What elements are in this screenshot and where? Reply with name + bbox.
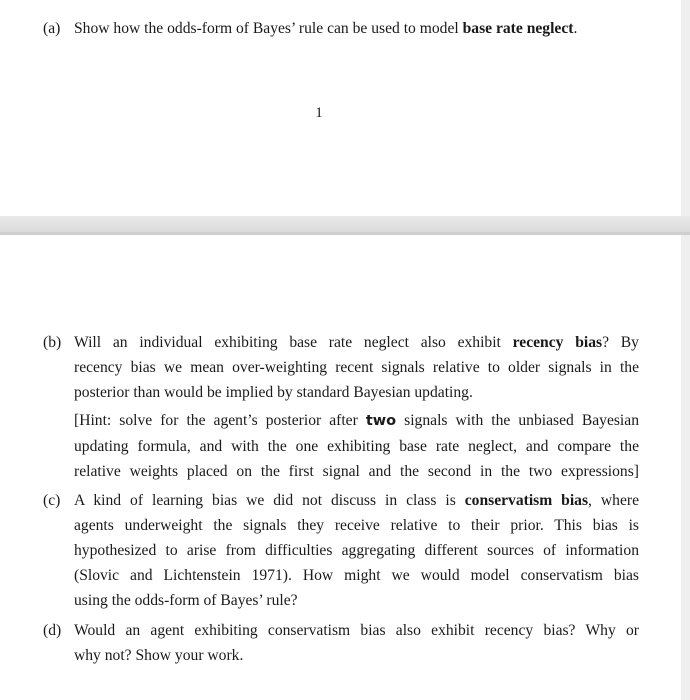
question-c-line-5: using the odds-form of Bayes’ rule? — [74, 592, 298, 609]
question-d-label: (d) — [43, 622, 62, 639]
two-signals-term: two — [365, 413, 397, 429]
hint-line-3: relative weights placed on the first signal and the second in the two expressions] — [74, 463, 639, 480]
question-c-line-1: A kind of learning bias we did not discuss in class is conservatism bias, where — [74, 492, 639, 509]
question-b-hint — [74, 408, 639, 484]
question-b-line-2: recency bias we mean over-weighting recent signals relative to older signals in the — [74, 359, 639, 376]
question-c — [43, 488, 639, 613]
question-c-line-4: (Slovic and Lichtenstein 1971). How might we would model conservatism bias — [74, 567, 639, 584]
base-rate-neglect-term: base rate neglect — [462, 20, 574, 37]
question-a-label: (a) — [43, 20, 61, 37]
scrollbar-track[interactable] — [681, 0, 690, 700]
page-break-edge — [0, 232, 690, 235]
question-d-line-1: Would an agent exhibiting conservatism bias also exhibit recency bias? Why or — [74, 622, 639, 639]
question-b-label: (b) — [43, 334, 62, 351]
hint-line-2: updating formula, and with the one exhibiting base rate neglect, and compare the — [74, 438, 639, 455]
question-c-line-2: agents underweight the signals they receive relative to their prior. This bias is — [74, 517, 639, 534]
question-b-line-3: posterior than would be implied by standard Bayesian updating. — [74, 384, 473, 401]
conservatism-bias-term: conservatism bias — [464, 492, 589, 509]
recency-bias-term: recency bias — [512, 334, 603, 351]
page-number: 1 — [315, 105, 323, 121]
question-a — [43, 16, 653, 41]
question-c-label: (c) — [43, 492, 61, 509]
question-d-line-2: why not? Show your work. — [74, 647, 244, 664]
question-b-line-1: Will an individual exhibiting base rate neglect also exhibit recency bias? By — [74, 334, 639, 351]
question-a-text: Show how the odds-form of Bayes’ rule can be used to model base rate neglect. — [74, 20, 578, 37]
question-d — [43, 618, 639, 668]
hint-line-1: [Hint: solve for the agent’s posterior after two signals with the unbiased Bayesian — [74, 412, 639, 429]
question-c-line-3: hypothesized to arise from difficulties aggregating different sources of information — [74, 542, 639, 559]
question-b — [43, 330, 639, 484]
